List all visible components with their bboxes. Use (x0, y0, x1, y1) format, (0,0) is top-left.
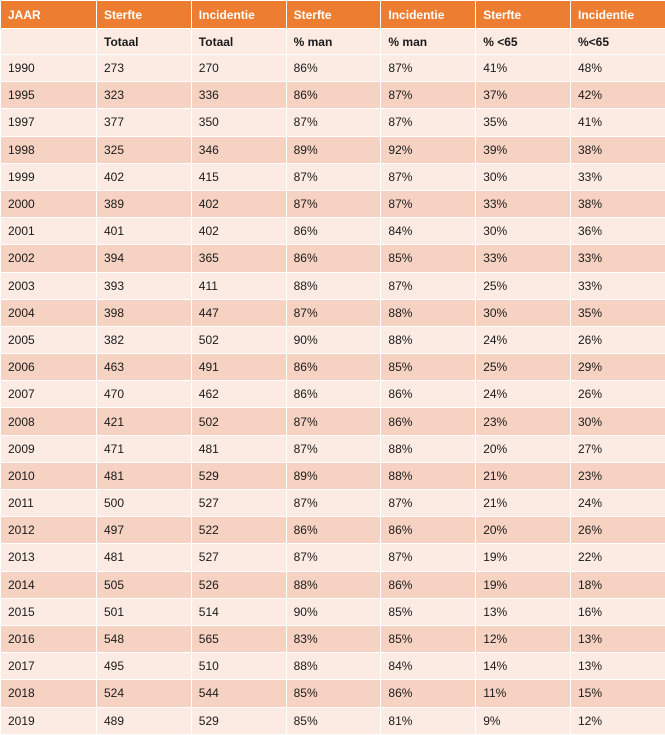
column-header-incidentie-under65: Incidentie (570, 1, 665, 29)
table-cell: 38% (570, 190, 665, 217)
table-body (1, 55, 665, 735)
table-cell: 26% (570, 326, 665, 353)
column-subheader-year-header (1, 29, 97, 55)
table-row (1, 326, 665, 353)
table-cell: 81% (381, 707, 476, 734)
table-cell: 2008 (1, 408, 97, 435)
table-cell: 11% (476, 680, 571, 707)
table-cell: 1995 (1, 82, 97, 109)
table-cell: 2004 (1, 299, 97, 326)
table-cell: 88% (286, 571, 381, 598)
column-header-year-header: JAAR (1, 1, 97, 29)
table-cell: 13% (476, 598, 571, 625)
table-cell: 529 (191, 462, 286, 489)
table-cell: 323 (97, 82, 192, 109)
table-cell: 84% (381, 218, 476, 245)
table-cell: 87% (286, 435, 381, 462)
table-cell: 2005 (1, 326, 97, 353)
table-cell: 26% (570, 517, 665, 544)
table-cell: 13% (570, 625, 665, 652)
table-cell: 20% (476, 435, 571, 462)
table-row (1, 299, 665, 326)
table-row (1, 462, 665, 489)
table-cell: 471 (97, 435, 192, 462)
table-cell: 411 (191, 272, 286, 299)
table-cell: 33% (570, 245, 665, 272)
table-cell: 524 (97, 680, 192, 707)
table-cell: 495 (97, 653, 192, 680)
table-cell: 9% (476, 707, 571, 734)
table-cell: 2018 (1, 680, 97, 707)
table-cell: 2003 (1, 272, 97, 299)
table-cell: 25% (476, 354, 571, 381)
table-cell: 393 (97, 272, 192, 299)
table-cell: 33% (476, 245, 571, 272)
column-subheader-sterfte-under65: % <65 (476, 29, 571, 55)
table-cell: 15% (570, 680, 665, 707)
table-row (1, 190, 665, 217)
table-row (1, 625, 665, 652)
table-cell: 87% (286, 109, 381, 136)
table-cell: 86% (286, 245, 381, 272)
column-subheader-incidentie-under65: %<65 (570, 29, 665, 55)
table-cell: 86% (286, 55, 381, 82)
column-subheader-sterfte-totaal: Totaal (97, 29, 192, 55)
table-cell: 481 (97, 544, 192, 571)
table-cell: 88% (286, 272, 381, 299)
table-cell: 48% (570, 55, 665, 82)
table-cell: 2015 (1, 598, 97, 625)
table-cell: 2016 (1, 625, 97, 652)
table-cell: 336 (191, 82, 286, 109)
table-cell: 529 (191, 707, 286, 734)
table-cell: 270 (191, 55, 286, 82)
table-cell: 86% (381, 517, 476, 544)
table-cell: 510 (191, 653, 286, 680)
table-cell: 89% (286, 462, 381, 489)
table-cell: 325 (97, 136, 192, 163)
column-header-sterfte-totaal: Sterfte (97, 1, 192, 29)
table-cell: 2006 (1, 354, 97, 381)
table-row (1, 245, 665, 272)
table-cell: 30% (476, 163, 571, 190)
table-cell: 12% (476, 625, 571, 652)
table-row (1, 435, 665, 462)
table-cell: 481 (191, 435, 286, 462)
table-cell: 402 (191, 190, 286, 217)
table-cell: 2001 (1, 218, 97, 245)
table-cell: 402 (191, 218, 286, 245)
table-cell: 26% (570, 381, 665, 408)
table-cell: 463 (97, 354, 192, 381)
table-cell: 88% (381, 326, 476, 353)
table-cell: 527 (191, 544, 286, 571)
table-cell: 42% (570, 82, 665, 109)
table-cell: 382 (97, 326, 192, 353)
table-cell: 21% (476, 462, 571, 489)
table-cell: 2010 (1, 462, 97, 489)
table-cell: 35% (476, 109, 571, 136)
table-cell: 522 (191, 517, 286, 544)
table-cell: 87% (381, 544, 476, 571)
table-cell: 18% (570, 571, 665, 598)
table-row (1, 136, 665, 163)
column-header-incidentie-man: Incidentie (381, 1, 476, 29)
header-row (1, 1, 665, 29)
column-header-sterfte-man: Sterfte (286, 1, 381, 29)
table-cell: 38% (570, 136, 665, 163)
column-subheader-incidentie-totaal: Totaal (191, 29, 286, 55)
table-row (1, 55, 665, 82)
table-cell: 501 (97, 598, 192, 625)
table-cell: 23% (570, 462, 665, 489)
table-cell: 87% (381, 55, 476, 82)
table-cell: 85% (381, 598, 476, 625)
table-cell: 526 (191, 571, 286, 598)
table-cell: 36% (570, 218, 665, 245)
table-cell: 21% (476, 490, 571, 517)
table-cell: 415 (191, 163, 286, 190)
table-cell: 401 (97, 218, 192, 245)
table-row (1, 218, 665, 245)
table-cell: 13% (570, 653, 665, 680)
table-cell: 85% (381, 354, 476, 381)
table-cell: 85% (381, 625, 476, 652)
table-cell: 19% (476, 544, 571, 571)
table-cell: 30% (476, 299, 571, 326)
table-cell: 2017 (1, 653, 97, 680)
table-cell: 88% (286, 653, 381, 680)
table-row (1, 109, 665, 136)
table-cell: 86% (381, 680, 476, 707)
table-cell: 88% (381, 462, 476, 489)
table-cell: 87% (381, 163, 476, 190)
table-cell: 86% (286, 82, 381, 109)
table-cell: 86% (286, 381, 381, 408)
table-cell: 24% (570, 490, 665, 517)
table-cell: 86% (286, 354, 381, 381)
table-cell: 30% (570, 408, 665, 435)
table-cell: 2012 (1, 517, 97, 544)
table-row (1, 544, 665, 571)
table-cell: 25% (476, 272, 571, 299)
table-cell: 273 (97, 55, 192, 82)
table-cell: 87% (286, 490, 381, 517)
table-cell: 86% (381, 571, 476, 598)
table-row (1, 408, 665, 435)
table-cell: 84% (381, 653, 476, 680)
table-cell: 447 (191, 299, 286, 326)
table-cell: 86% (381, 381, 476, 408)
table-cell: 86% (286, 218, 381, 245)
table-cell: 565 (191, 625, 286, 652)
table-cell: 85% (381, 245, 476, 272)
table-cell: 2013 (1, 544, 97, 571)
table-cell: 500 (97, 490, 192, 517)
table-cell: 394 (97, 245, 192, 272)
table-cell: 548 (97, 625, 192, 652)
table-cell: 12% (570, 707, 665, 734)
table-cell: 505 (97, 571, 192, 598)
table-cell: 365 (191, 245, 286, 272)
column-subheader-incidentie-man: % man (381, 29, 476, 55)
table-cell: 346 (191, 136, 286, 163)
table-cell: 83% (286, 625, 381, 652)
table-cell: 87% (286, 544, 381, 571)
table-cell: 27% (570, 435, 665, 462)
table-cell: 37% (476, 82, 571, 109)
table-cell: 470 (97, 381, 192, 408)
table-cell: 2007 (1, 381, 97, 408)
table-cell: 402 (97, 163, 192, 190)
table-cell: 489 (97, 707, 192, 734)
table-cell: 24% (476, 381, 571, 408)
table-row (1, 82, 665, 109)
table-cell: 19% (476, 571, 571, 598)
table-cell: 2019 (1, 707, 97, 734)
table-cell: 85% (286, 680, 381, 707)
table-cell: 87% (286, 190, 381, 217)
column-header-incidentie-totaal: Incidentie (191, 1, 286, 29)
table-cell: 2009 (1, 435, 97, 462)
table-cell: 544 (191, 680, 286, 707)
table-row (1, 272, 665, 299)
table-cell: 2002 (1, 245, 97, 272)
table-cell: 497 (97, 517, 192, 544)
table-cell: 2014 (1, 571, 97, 598)
table-cell: 22% (570, 544, 665, 571)
table-cell: 421 (97, 408, 192, 435)
table-cell: 33% (570, 272, 665, 299)
table-cell: 39% (476, 136, 571, 163)
table-cell: 87% (381, 272, 476, 299)
table-cell: 87% (381, 190, 476, 217)
table-row (1, 680, 665, 707)
table-cell: 527 (191, 490, 286, 517)
table-row (1, 707, 665, 734)
table-row (1, 598, 665, 625)
table-cell: 35% (570, 299, 665, 326)
table-cell: 41% (476, 55, 571, 82)
table-cell: 87% (286, 163, 381, 190)
table-row (1, 571, 665, 598)
table-cell: 86% (381, 408, 476, 435)
subheader-row (1, 29, 665, 55)
table-cell: 90% (286, 598, 381, 625)
table-cell: 33% (570, 163, 665, 190)
table-row (1, 381, 665, 408)
table-cell: 88% (381, 299, 476, 326)
table-cell: 2011 (1, 490, 97, 517)
table-cell: 29% (570, 354, 665, 381)
table-cell: 85% (286, 707, 381, 734)
table-cell: 90% (286, 326, 381, 353)
table-cell: 41% (570, 109, 665, 136)
table-cell: 87% (381, 82, 476, 109)
table-cell: 389 (97, 190, 192, 217)
table-cell: 14% (476, 653, 571, 680)
table-cell: 462 (191, 381, 286, 408)
table-cell: 88% (381, 435, 476, 462)
table-row (1, 490, 665, 517)
table-row (1, 517, 665, 544)
table-cell: 1990 (1, 55, 97, 82)
table-row (1, 653, 665, 680)
table-cell: 502 (191, 408, 286, 435)
table-cell: 24% (476, 326, 571, 353)
table-cell: 89% (286, 136, 381, 163)
table-row (1, 163, 665, 190)
table-cell: 481 (97, 462, 192, 489)
table-cell: 502 (191, 326, 286, 353)
table-cell: 87% (381, 490, 476, 517)
table-cell: 23% (476, 408, 571, 435)
table-cell: 377 (97, 109, 192, 136)
table-cell: 30% (476, 218, 571, 245)
table-cell: 16% (570, 598, 665, 625)
table-cell: 87% (286, 299, 381, 326)
table-cell: 20% (476, 517, 571, 544)
table-cell: 33% (476, 190, 571, 217)
column-header-sterfte-under65: Sterfte (476, 1, 571, 29)
table-cell: 1997 (1, 109, 97, 136)
table-cell: 514 (191, 598, 286, 625)
column-subheader-sterfte-man: % man (286, 29, 381, 55)
table-cell: 86% (286, 517, 381, 544)
table-cell: 1999 (1, 163, 97, 190)
table-cell: 398 (97, 299, 192, 326)
table-cell: 491 (191, 354, 286, 381)
table-row (1, 354, 665, 381)
table-cell: 350 (191, 109, 286, 136)
table-cell: 1998 (1, 136, 97, 163)
table-cell: 2000 (1, 190, 97, 217)
table-cell: 87% (286, 408, 381, 435)
table-cell: 87% (381, 109, 476, 136)
table-cell: 92% (381, 136, 476, 163)
